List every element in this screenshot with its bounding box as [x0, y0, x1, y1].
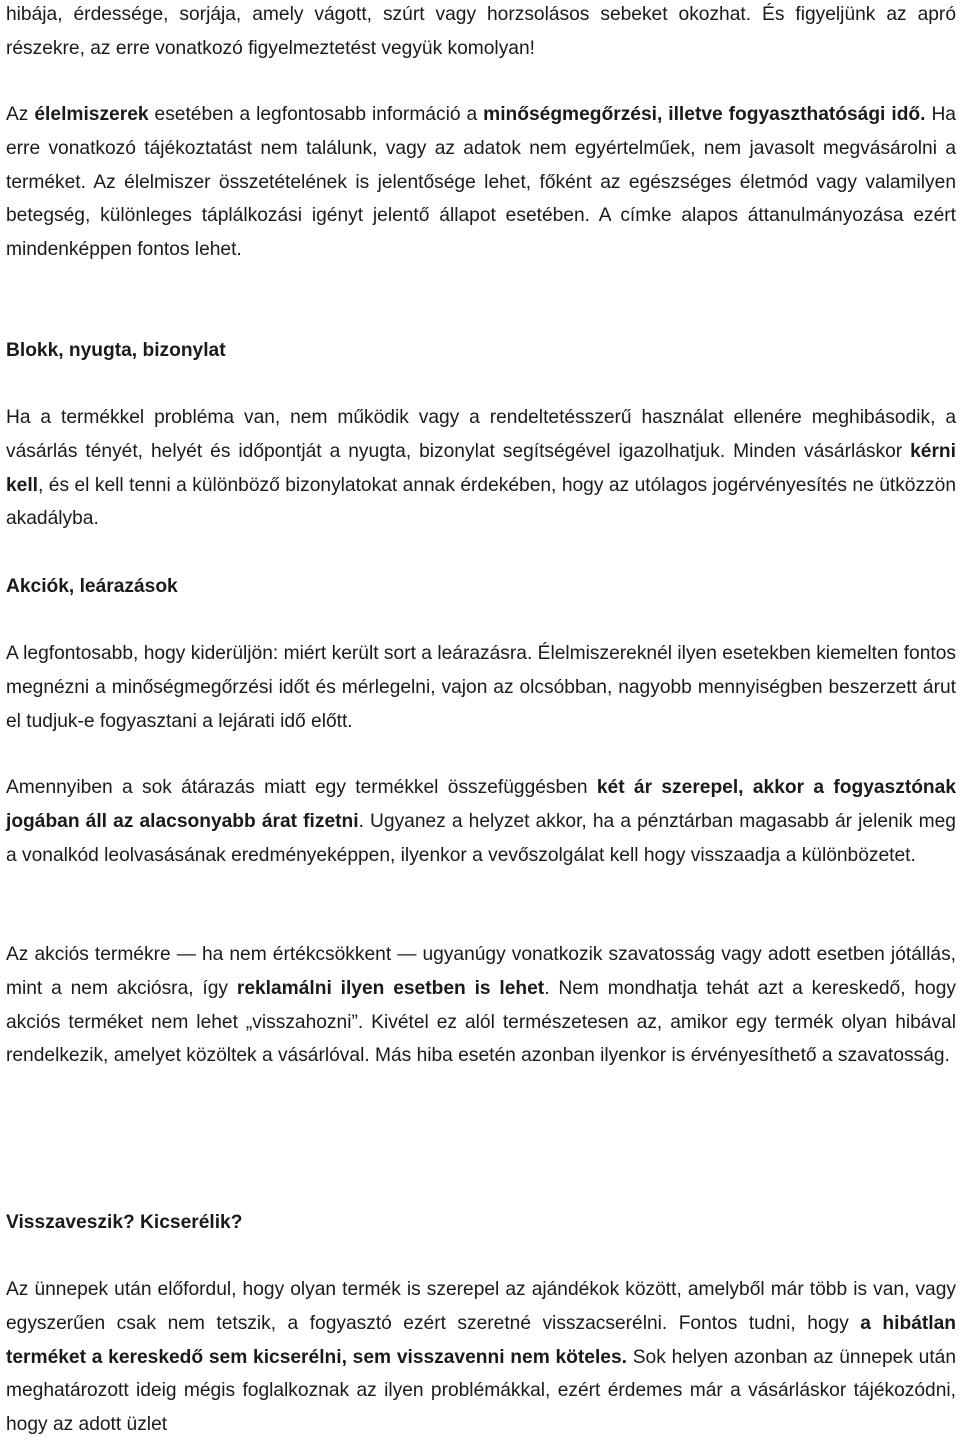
paragraph — [6, 771, 956, 872]
bold-run: két ár szerepel, akkor a fogyasztónak jogában áll az alacsonyabb árat fizetni — [6, 777, 956, 832]
bold-run: minőségmegőrzési, illetve fogyaszthatósági idő. — [483, 104, 926, 125]
exchange-section-heading-block — [6, 1206, 956, 1240]
receipt-section-heading-block — [6, 334, 956, 368]
exchange-paragraph — [6, 1273, 956, 1442]
paragraph — [6, 98, 956, 267]
two-prices-paragraph — [6, 771, 956, 872]
section-heading: Akciók, leárazások — [6, 576, 178, 597]
text-run: . Ugyanez a helyzet akkor, ha a pénztárban magasabb ár jelenik meg a vonalkód leolvasásának eredményeképpen, ilyenkor a vevőszolgálat kell hogy visszaadja a különbözetet. — [6, 810, 956, 866]
text-run: Az ünnepek után előfordul, hogy olyan termék is szerepel az ajándékok között, amelyből már több is van, vagy egyszerűen csak nem tetszik, a fogyasztó ezért szeretné visszacserélni. Fontos tudni, hogy — [6, 1279, 956, 1334]
text-run: esetében a legfontosabb információ a — [148, 104, 484, 125]
text-run: Az — [6, 104, 35, 125]
section-heading: Visszaveszik? Kicserélik? — [6, 1212, 243, 1233]
bold-run: reklamálni ilyen esetben is lehet — [236, 977, 545, 999]
receipt-paragraph — [6, 401, 956, 536]
intro-paragraph — [6, 0, 956, 66]
bold-run: a hibátlan terméket a kereskedő sem kicserélni, sem visszavenni nem köteles. — [6, 1312, 956, 1368]
text-run: hibája, érdessége, sorjája, amely vágott, szúrt vagy horzsolásos sebeket okozhat. És figyeljünk az apró részekre, az erre vonatkozó figyelmeztetést vegyük komolyan! — [6, 4, 956, 59]
text-run: Sok helyen azonban az ünnepek után meghatározott ideig mégis foglalkoznak az ilyen problémákkal, ezért érdemes már a vásárláskor tájékozódni, hogy az adott üzlet — [6, 1346, 956, 1436]
discount-reason-paragraph — [6, 637, 956, 738]
food-labels-paragraph — [6, 98, 956, 267]
warranty-paragraph — [6, 938, 956, 1073]
paragraph — [6, 401, 956, 536]
text-run: . Nem mondhatja tehát azt a kereskedő, hogy akciós terméket nem lehet „visszahozni”. Kivétel ez alól természetesen az, amikor egy termék olyan hibával rendelkezik, amelyet közöltek a vásárlóval. Más hiba esetén azonban ilyenkor is érvényesíthető a szavatosság. — [6, 977, 956, 1067]
paragraph — [6, 637, 956, 738]
text-run: Ha erre vonatkozó tájékoztatást nem találunk, vagy az adatok nem egyértelműek, nem javasolt megvásárolni a terméket. Az élelmiszer összetételének is jelentősége lehet, főként az egészséges életmód vagy valamilyen betegség, különleges táplálkozási igényt jelentő állapot esetében. A címke alapos áttanulmányozása ezért mindenképpen fontos lehet. — [6, 104, 956, 261]
bold-run: élelmiszerek — [34, 104, 149, 125]
text-run: Amennyiben a sok átárazás miatt egy termékkel összefüggésben — [6, 777, 597, 798]
paragraph — [6, 1273, 956, 1442]
text-run: Ha a termékkel probléma van, nem működik vagy a rendeltetésszerű használat ellenére meghibásodik, a vásárlás tényét, helyét és időpontját a nyugta, bizonylat segítségével igazolhatjuk. Minden vásárláskor — [6, 407, 956, 462]
paragraph — [6, 938, 956, 1073]
section-heading: Blokk, nyugta, bizonylat — [6, 340, 226, 361]
text-run: A legfontosabb, hogy kiderüljön: miért került sort a leárazásra. Élelmiszereknél ilyen esetekben kiemelten fontos megnézni a minőségmegőrzési időt és mérlegelni, vajon az olcsóbban, nagyobb mennyiségben beszerzett árut el tudjuk-e fogyasztani a lejárati idő előtt. — [6, 643, 956, 732]
text-run: Az akciós termékre — ha nem értékcsökkent — ugyanúgy vonatkozik szavatosság vagy adott esetben jótállás, mint a nem akciósra, így — [6, 944, 956, 999]
bold-run: kérni kell — [6, 440, 956, 496]
sales-section-heading-block — [6, 570, 956, 604]
text-run: , és el kell tenni a különböző bizonylatokat annak érdekében, hogy az utólagos jogérvényesítés ne ütközzön akadályba. — [6, 474, 956, 530]
paragraph — [6, 0, 956, 66]
